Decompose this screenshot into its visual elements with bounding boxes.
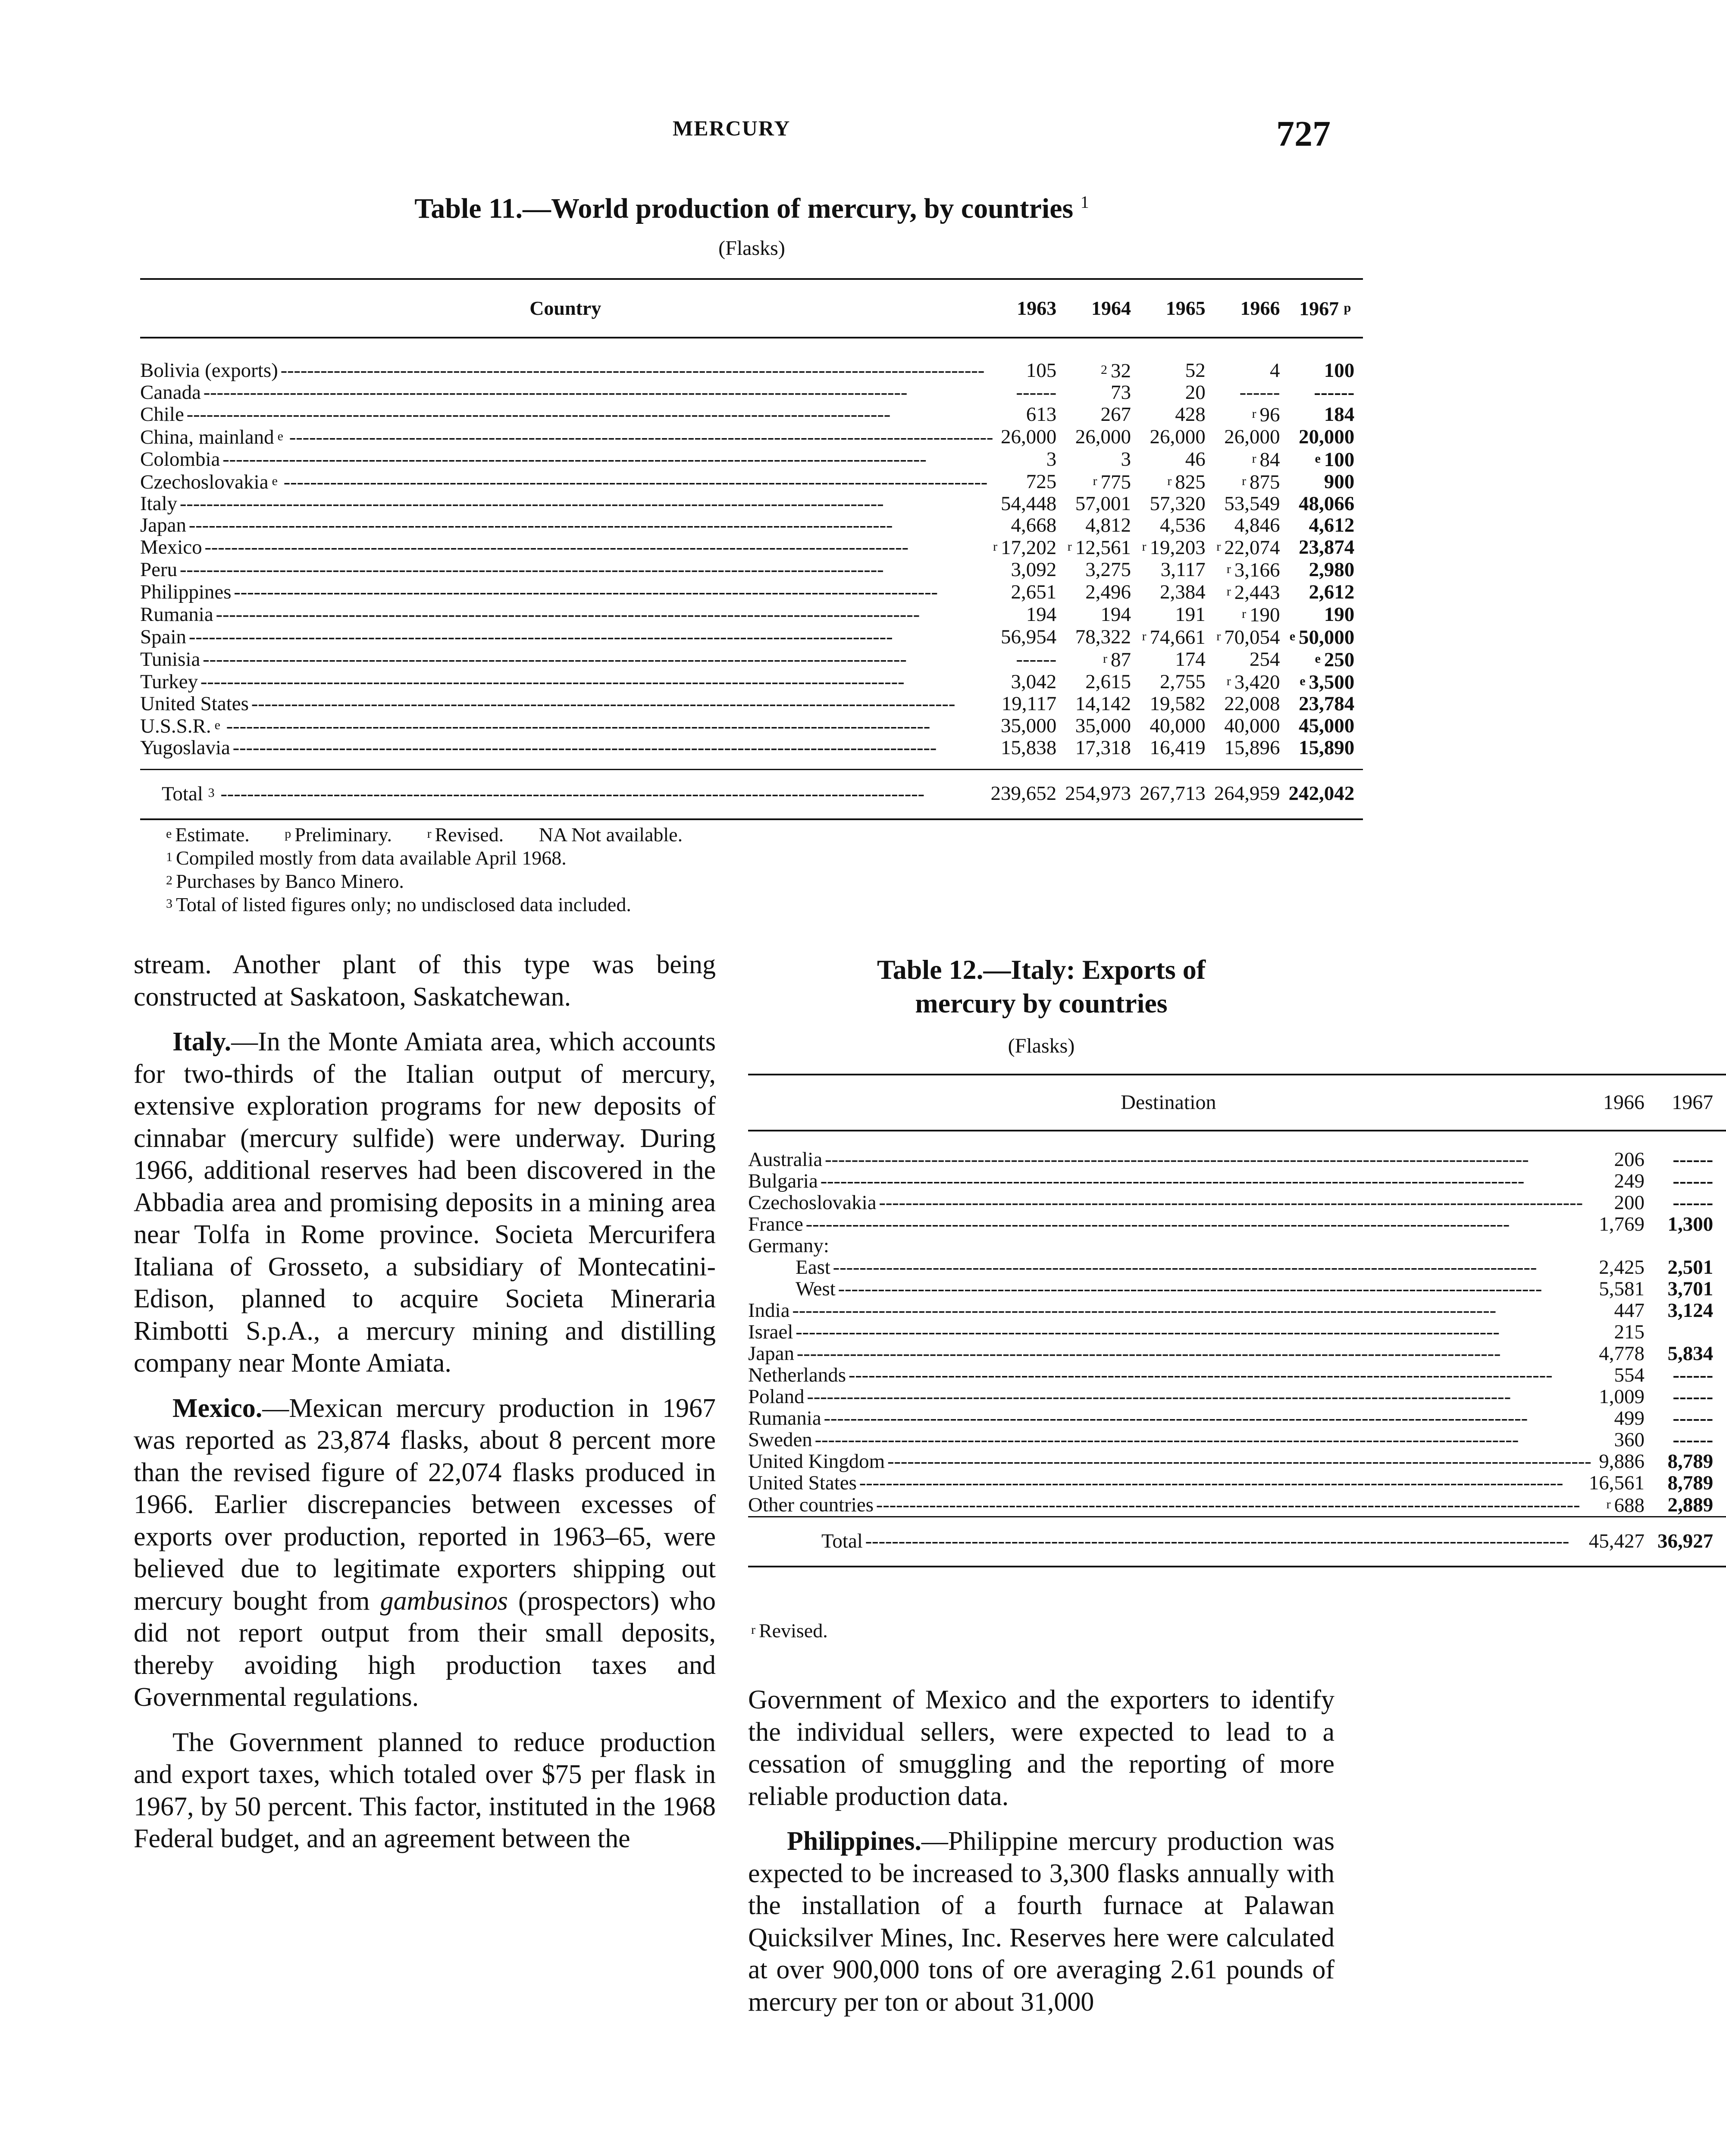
- value-1963: ------: [1016, 648, 1057, 671]
- country-cell: Mexico - - -: [140, 536, 991, 558]
- value-1967: 8,789: [1667, 1472, 1713, 1494]
- table12-unit: (Flasks): [1008, 1034, 1075, 1057]
- country-cell: United States - - -: [140, 693, 991, 714]
- destination-cell: United Kingdom - - -: [748, 1451, 1589, 1472]
- table-row: [140, 338, 1363, 382]
- table11-title-footnote: 1: [1080, 192, 1089, 212]
- footnote-3: 3 Total of listed figures only; no undisclosed data included.: [166, 893, 631, 915]
- country-cell: Spain - - -: [140, 626, 991, 648]
- value-1967: e 250: [1315, 649, 1355, 671]
- table-row: [140, 671, 1363, 693]
- value-1966: r 3,166: [1226, 559, 1280, 581]
- table-row: [140, 382, 1363, 403]
- value-1963: 3,042: [1011, 671, 1057, 693]
- value-1967: 15,890: [1299, 736, 1355, 759]
- column-header-1964: 1964: [1091, 297, 1131, 319]
- destination-cell: Other countries - - -: [748, 1494, 1589, 1517]
- value-1966: 499: [1614, 1407, 1645, 1429]
- value-1966: 447: [1614, 1299, 1645, 1322]
- table-row: [748, 1494, 1726, 1517]
- value-1966: 2,425: [1599, 1256, 1645, 1279]
- value-1967: ------: [1673, 1429, 1713, 1451]
- value-1966: 26,000: [1224, 426, 1280, 448]
- table11-world-production: [140, 278, 1363, 820]
- value-1965: 2,755: [1160, 671, 1206, 693]
- paragraph-mexico: Mexico.—Mexican mercury production in 1967 was reported as 23,874 flasks, about 8 percent more than the revised figure of 22,074 flasks produced in 1966. Earlier discrepancies between excesses of exports over production, reported in 1963–65, were believed due to legitimate exporters shipping out mercury bought from gambusinos (prospectors) who did not report output from their small deposits, thereby avoiding high production taxes and Governmental regulations.: [134, 1393, 716, 1712]
- value-1965: r 74,661: [1142, 626, 1206, 649]
- value-1967: ------: [1673, 1407, 1713, 1429]
- destination-cell: Japan - - -: [748, 1343, 1589, 1364]
- value-1965: r 825: [1167, 471, 1206, 493]
- total-label: Total - - -: [748, 1517, 1589, 1567]
- value-1963: 35,000: [1001, 714, 1057, 737]
- paragraph-mexico-continued: Government of Mexico and the exporters to identify the individual sellers, were expected to lead to a cessation of smuggling and the reporting of more reliable production data.: [748, 1685, 1334, 1811]
- value-1965: 2,384: [1160, 581, 1206, 603]
- value-1966: 4: [1270, 359, 1280, 382]
- table-row: [748, 1192, 1726, 1213]
- value-1965: 40,000: [1150, 714, 1206, 737]
- value-1964: 267: [1100, 403, 1131, 426]
- destination-cell: Germany:: [748, 1235, 829, 1257]
- country-cell: China, mainland e - - -: [140, 426, 991, 448]
- value-1964: 35,000: [1075, 714, 1131, 737]
- country-cell: Japan - - -: [140, 514, 991, 536]
- table-row: [748, 1170, 1726, 1192]
- value-1963: r 17,202: [993, 536, 1057, 559]
- value-1966: 5,581: [1599, 1278, 1645, 1300]
- value-1967: e 50,000: [1289, 626, 1355, 649]
- value-1967: [1657, 1321, 1726, 1343]
- destination-cell: Israel - - -: [748, 1321, 1589, 1343]
- running-head: MERCURY: [673, 116, 791, 140]
- total-label: Total 3 - - -: [140, 770, 991, 820]
- table-row: [140, 403, 1363, 426]
- table12-header-row: [748, 1075, 1726, 1131]
- value-1967: ------: [1314, 381, 1355, 404]
- destination-cell: Sweden - - -: [748, 1429, 1589, 1451]
- total-1966: 45,427: [1589, 1517, 1657, 1567]
- preliminary-mark: p: [1344, 301, 1351, 315]
- value-1965: 26,000: [1150, 426, 1206, 448]
- table11-unit: (Flasks): [718, 237, 785, 260]
- country-cell: Yugoslavia - - -: [140, 737, 991, 758]
- value-1964: 78,322: [1075, 626, 1131, 648]
- table-row: [140, 737, 1363, 758]
- value-1965: 16,419: [1150, 736, 1206, 759]
- country-cell: U.S.S.R. e - - -: [140, 714, 991, 737]
- value-1963: 19,117: [1001, 693, 1057, 715]
- destination-cell: West - - -: [748, 1278, 1589, 1300]
- table-row: [748, 1257, 1726, 1278]
- value-1964: 26,000: [1075, 426, 1131, 448]
- destination-cell: Bulgaria - - -: [748, 1170, 1589, 1192]
- value-1966: 554: [1614, 1364, 1645, 1386]
- table-row: [140, 558, 1363, 581]
- paragraph-saskatoon: stream. Another plant of this type was being constructed at Saskatoon, Saskatchewan.: [134, 950, 716, 1012]
- country-cell: Tunisia - - -: [140, 648, 991, 671]
- value-1966: 9,886: [1599, 1450, 1645, 1473]
- table-row: [140, 536, 1363, 558]
- table-row: [748, 1451, 1726, 1472]
- paragraph-italy: Italy.—In the Monte Amiata area, which accounts for two-thirds of the Italian output of mercury, extensive exploration programs for new deposits of cinnabar (mercury sulfide) were underway. During 1966, additional reserves had been discovered in the Abbadia area and promising deposits in a mining area near Tolfa in Rome province. Societa Mercurifera Italiana of Grosseto, a subsidiary of Montecatini-Edison, planned to acquire Societa Mineraria Rimbotti S.p.A., a mercury mining and distilling company near Monte Amiata.: [134, 1027, 716, 1378]
- country-cell: Italy - - -: [140, 493, 991, 514]
- country-cell: Canada - - -: [140, 382, 991, 403]
- value-1965: 19,582: [1150, 693, 1206, 715]
- country-cell: Czechoslovakia e - - -: [140, 470, 991, 493]
- column-header-1967: 1967 p: [1299, 298, 1351, 320]
- destination-cell: India - - -: [748, 1300, 1589, 1321]
- value-1967: ------: [1673, 1364, 1713, 1386]
- value-1964: r 12,561: [1067, 536, 1131, 559]
- value-1966: 1,009: [1599, 1385, 1645, 1408]
- value-1963: 3: [1046, 448, 1057, 470]
- value-1963: 2,651: [1011, 581, 1057, 603]
- value-1967: e 100: [1315, 448, 1355, 471]
- value-1966: 254: [1250, 648, 1280, 671]
- value-1966: 200: [1614, 1191, 1645, 1214]
- table-row: [748, 1386, 1726, 1407]
- country-cell: Philippines - - -: [140, 581, 991, 603]
- footnote-2: 2 Purchases by Banco Minero.: [166, 870, 404, 892]
- value-1966: 249: [1614, 1170, 1645, 1192]
- value-1967: 20,000: [1299, 426, 1355, 448]
- value-1967: ------: [1673, 1385, 1713, 1408]
- column-header-country: Country: [529, 297, 601, 319]
- value-1963: 56,954: [1001, 626, 1057, 648]
- value-1967: 1,300: [1667, 1213, 1713, 1235]
- table-row: [748, 1300, 1726, 1321]
- country-cell: Chile - - -: [140, 403, 991, 426]
- column-header-1965: 1965: [1165, 297, 1206, 319]
- total-1964: 254,973: [1065, 770, 1140, 820]
- value-1963: 105: [1026, 359, 1057, 382]
- table-row: [748, 1278, 1726, 1300]
- table-row: [140, 514, 1363, 536]
- value-1965: 57,320: [1150, 492, 1206, 515]
- country-cell: Rumania - - -: [140, 603, 991, 626]
- destination-cell: United States - - -: [748, 1472, 1589, 1494]
- table12-title: Table 12.—Italy: Exports of mercury by countries: [877, 954, 1206, 1018]
- value-1965: 52: [1185, 359, 1206, 382]
- value-1965: 20: [1185, 381, 1206, 404]
- table-row: [140, 626, 1363, 648]
- table-row: [140, 426, 1363, 448]
- table-row: [748, 1364, 1726, 1386]
- value-1967: 2,501: [1667, 1256, 1713, 1279]
- table-row: [140, 648, 1363, 671]
- value-1966: [1589, 1235, 1657, 1257]
- value-1964: 2,615: [1085, 671, 1131, 693]
- destination-cell: Czechoslovakia - - -: [748, 1192, 1589, 1213]
- table-row: [140, 693, 1363, 714]
- value-1967: 5,834: [1667, 1342, 1713, 1365]
- value-1964: 14,142: [1075, 693, 1131, 715]
- table-row: [748, 1213, 1726, 1235]
- value-1966: 360: [1614, 1429, 1645, 1451]
- value-1964: 17,318: [1075, 736, 1131, 759]
- table12-footnote: r Revised.: [751, 1620, 828, 1642]
- destination-cell: Netherlands - - -: [748, 1364, 1589, 1386]
- table12-total-row: [748, 1517, 1726, 1567]
- value-1967: 8,789: [1667, 1450, 1713, 1473]
- value-1967: 900: [1324, 470, 1355, 493]
- paragraph-philippines: Philippines.—Philippine mercury production was expected to be increased to 3,300 flasks annually with the installation of a fourth furnace at Palawan Quicksilver Mines, Inc. Reserves here were calculated at over 900,000 tons of ore averaging 2.61 pounds of mercury per ton or about 31,000: [748, 1827, 1334, 2017]
- table-row: [140, 581, 1363, 603]
- country-cell: Turkey - - -: [140, 671, 991, 693]
- table-row: [748, 1429, 1726, 1451]
- value-1965: 428: [1175, 403, 1206, 426]
- value-1966: 4,846: [1234, 514, 1280, 536]
- value-1967: 2,612: [1309, 581, 1355, 603]
- total-1967: 36,927: [1657, 1517, 1726, 1567]
- value-1965: 3,117: [1160, 558, 1206, 581]
- value-1967: 184: [1324, 403, 1355, 426]
- value-1967: 4,612: [1309, 514, 1355, 536]
- table11-title: Table 11.—World production of mercury, by countries $^1$: [414, 192, 1089, 224]
- value-1966: ------: [1239, 381, 1280, 404]
- value-1964: r 87: [1103, 649, 1131, 671]
- value-1965: 191: [1175, 603, 1206, 626]
- table11-footnotes: [166, 823, 683, 916]
- value-1966: r 688: [1606, 1494, 1645, 1517]
- footnote-1: 1 Compiled mostly from data available April 1968.: [166, 847, 567, 869]
- country-cell: Bolivia (exports) - - -: [140, 338, 991, 382]
- value-1967: 2,889: [1667, 1494, 1713, 1516]
- heading-italy: Italy.: [172, 1027, 232, 1056]
- table11-header-row: [140, 279, 1363, 338]
- value-1966: 15,896: [1224, 736, 1280, 759]
- body-left-column: [134, 949, 716, 1868]
- value-1966: 215: [1614, 1321, 1645, 1343]
- value-1964: 4,812: [1085, 514, 1131, 536]
- value-1966: r 3,420: [1226, 671, 1280, 693]
- table-row: [748, 1131, 1726, 1170]
- country-cell: Colombia - - -: [140, 448, 991, 470]
- value-1964: 3,275: [1085, 558, 1131, 581]
- heading-philippines: Philippines.: [787, 1827, 921, 1856]
- table-row: [748, 1472, 1726, 1494]
- total-1966: 264,959: [1214, 770, 1289, 820]
- value-1964: 3: [1121, 448, 1131, 470]
- value-1965: 46: [1185, 448, 1206, 470]
- column-header-1963: 1963: [1017, 297, 1057, 319]
- value-1965: r 19,203: [1142, 536, 1206, 559]
- value-1966: 1,769: [1599, 1213, 1645, 1235]
- value-1966: r 190: [1242, 604, 1280, 626]
- total-1963: 239,652: [991, 770, 1065, 820]
- table-row: [140, 470, 1363, 493]
- value-1966: 4,778: [1599, 1342, 1645, 1365]
- value-1966: 206: [1614, 1148, 1645, 1171]
- table-row: [748, 1407, 1726, 1429]
- value-1963: 194: [1026, 603, 1057, 626]
- value-1965: 174: [1175, 648, 1206, 671]
- table-row: [140, 493, 1363, 514]
- table-row: [748, 1321, 1726, 1343]
- value-1964: 73: [1111, 381, 1131, 404]
- destination-cell: France - - -: [748, 1213, 1589, 1235]
- value-1967: 48,066: [1299, 492, 1355, 515]
- value-1963: 613: [1026, 403, 1057, 426]
- country-cell: Peru - - -: [140, 558, 991, 581]
- value-1966: r 875: [1242, 471, 1280, 493]
- value-1963: ------: [1016, 381, 1057, 404]
- value-1967: ------: [1673, 1191, 1713, 1214]
- value-1963: 4,668: [1011, 514, 1057, 536]
- value-1967: e 3,500: [1300, 671, 1355, 693]
- table11-total-row: [140, 770, 1363, 820]
- value-1967: 3,124: [1667, 1299, 1713, 1322]
- total-1965: 267,713: [1140, 770, 1214, 820]
- value-1963: 54,448: [1001, 492, 1057, 515]
- footnote-legend: e Estimate. p Preliminary. r Revised. NA Not available.: [166, 824, 683, 846]
- value-1967: 2,980: [1309, 558, 1355, 581]
- table-row: [140, 714, 1363, 737]
- value-1963: 3,092: [1011, 558, 1057, 581]
- table-row: [140, 448, 1363, 470]
- table-row: [748, 1235, 1726, 1257]
- value-1966: 40,000: [1224, 714, 1280, 737]
- value-1967: 23,784: [1299, 693, 1355, 715]
- destination-cell: Australia - - -: [748, 1131, 1589, 1170]
- destination-cell: Poland - - -: [748, 1386, 1589, 1407]
- value-1967: 3,701: [1667, 1278, 1713, 1300]
- value-1967: 190: [1324, 603, 1355, 626]
- paragraph-government: The Government planned to reduce production and export taxes, which totaled over $75 per flask in 1967, by 50 percent. This factor, instituted in the 1968 Federal budget, and an agreement between the: [134, 1727, 716, 1853]
- table12-italy-exports: [748, 1074, 1726, 1567]
- value-1965: 4,536: [1160, 514, 1206, 536]
- table-row: [748, 1343, 1726, 1364]
- value-1964: 2 32: [1101, 360, 1131, 382]
- column-header-1966: 1966: [1240, 297, 1280, 319]
- value-1964: 2,496: [1085, 581, 1131, 603]
- value-1967: ------: [1673, 1170, 1713, 1192]
- value-1967: 23,874: [1299, 536, 1355, 558]
- value-1964: 57,001: [1075, 492, 1131, 515]
- value-1963: 15,838: [1001, 736, 1057, 759]
- value-1967: 100: [1324, 359, 1355, 382]
- page-number: 727: [1276, 114, 1331, 154]
- value-1964: 194: [1100, 603, 1131, 626]
- value-1966: 22,008: [1224, 693, 1280, 715]
- heading-mexico: Mexico.: [172, 1393, 263, 1423]
- value-1966: r 70,054: [1216, 626, 1280, 649]
- column-header-1966: 1966: [1603, 1091, 1645, 1114]
- destination-cell: East - - -: [748, 1257, 1589, 1278]
- destination-cell: Rumania - - -: [748, 1407, 1589, 1429]
- value-1966: r 96: [1252, 404, 1280, 426]
- column-header-1967: 1967: [1672, 1091, 1713, 1114]
- value-1967: ------: [1673, 1148, 1713, 1171]
- total-1967: 242,042: [1289, 770, 1363, 820]
- value-1963: 725: [1026, 470, 1057, 493]
- value-1966: r 2,443: [1226, 581, 1280, 604]
- value-1967: 45,000: [1299, 714, 1355, 737]
- value-1963: 26,000: [1001, 426, 1057, 448]
- value-1966: 16,561: [1588, 1472, 1645, 1494]
- table-row: [140, 603, 1363, 626]
- value-1967: [1657, 1235, 1726, 1257]
- value-1964: r 775: [1093, 471, 1131, 493]
- value-1966: r 84: [1252, 448, 1280, 471]
- value-1966: r 22,074: [1216, 536, 1280, 559]
- value-1966: 53,549: [1224, 492, 1280, 515]
- body-right-column: [748, 1684, 1334, 2031]
- column-header-destination: Destination: [1121, 1091, 1216, 1114]
